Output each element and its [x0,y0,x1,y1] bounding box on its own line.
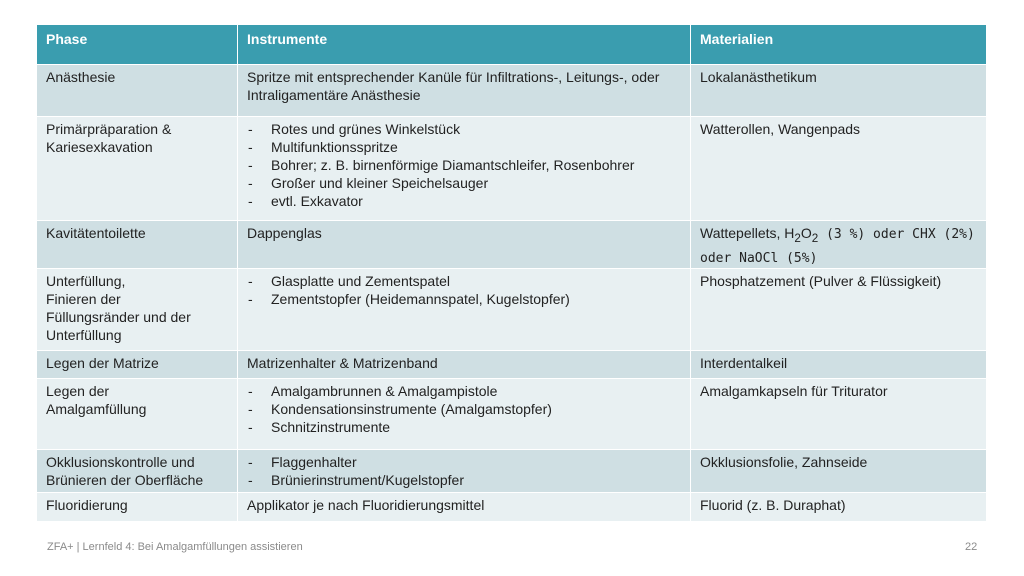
instrumente-cell [238,450,691,493]
instrumente-cell: Applikator je nach Fluoridierungsmittel [238,493,691,522]
phase-line: Füllungsränder und der [46,308,191,325]
table-header-row [37,25,986,65]
table-row [37,450,986,493]
footer-title: ZFA+ | Lernfeld 4: Bei Amalgamfüllungen assistieren [47,541,303,553]
header-materialien: Materialien [691,25,986,65]
materialien-cell: Amalgamkapseln für Triturator [691,379,986,450]
instrument-list [247,272,681,308]
table-row [37,269,986,351]
instrumente-cell [238,379,691,450]
phase-table [37,25,986,522]
materialien-cell: Fluorid (z. B. Duraphat) [691,493,986,522]
phase-cell: Fluoridierung [37,493,238,522]
materialien-cell: Okklusionsfolie, Zahnseide [691,450,986,493]
list-item: - Großer und kleiner Speichelsauger [247,174,681,192]
phase-line: Finieren der [46,290,121,307]
instrument-list [247,382,681,436]
list-item: - Glasplatte und Zementspatel [247,272,681,290]
phase-line: Unterfüllung, [46,272,126,289]
instrumente-cell: Dappenglas [238,221,691,269]
list-item: - Amalgambrunnen & Amalgampistole [247,382,681,400]
list-item: - Zementstopfer (Heidemannspatel, Kugelstopfer) [247,290,681,308]
instrument-list [247,453,681,489]
list-item: - Schnitzinstrumente [247,418,681,436]
table-row [37,65,986,117]
phase-cell: Kavitätentoilette [37,221,238,269]
instrumente-cell: Matrizenhalter & Matrizenband [238,351,691,379]
materialien-cell [691,221,986,269]
phase-cell [37,379,238,450]
phase-line: Legen der [46,382,110,399]
subscript: 2 [811,231,819,245]
table-row [37,493,986,522]
phase-line: Brünieren der Oberfläche [46,471,204,488]
header-phase: Phase [37,25,238,65]
table-row [37,351,986,379]
phase-cell [37,450,238,493]
materialien-text-c: (3 %) oder CHX (2%) oder NaOCl (5%) [700,227,975,266]
materialien-text-a: Wattepellets, H [700,225,795,241]
phase-line: Unterfüllung [46,326,122,343]
phase-text: Primärpräparation & Kariesexkavation [46,121,172,155]
list-item: - Bohrer; z. B. birnenförmige Diamantschleifer, Rosenbohrer [247,156,681,174]
table-row [37,379,986,450]
list-item: - Flaggenhalter [247,453,681,471]
phase-cell: Legen der Matrize [37,351,238,379]
list-item: - Kondensationsinstrumente (Amalgamstopfer) [247,400,681,418]
materialien-text-b: O [800,225,812,241]
list-item: - Brünierinstrument/Kugelstopfer [247,471,681,489]
phase-line: Okklusionskontrolle und [46,453,195,470]
instrumente-cell: Spritze mit entsprechender Kanüle für Infiltrations-, Leitungs-, oder Intraligamentäre Anästhesie [238,65,691,117]
page-number: 22 [965,541,978,553]
materialien-cell: Watterollen, Wangenpads [691,117,986,221]
phase-cell [37,269,238,351]
table-row [37,117,986,221]
table-row [37,221,986,269]
phase-cell [37,117,238,221]
instrument-list [247,120,681,210]
phase-cell: Anästhesie [37,65,238,117]
instrumente-cell [238,269,691,351]
subscript: 2 [794,231,801,245]
list-item: - evtl. Exkavator [247,192,681,210]
phase-line: Amalgamfüllung [46,400,147,417]
materialien-cell: Phosphatzement (Pulver & Flüssigkeit) [691,269,986,351]
materialien-cell: Lokalanästhetikum [691,65,986,117]
materialien-cell: Interdentalkeil [691,351,986,379]
instrumente-cell [238,117,691,221]
list-item: - Rotes und grünes Winkelstück [247,120,681,138]
header-instrumente: Instrumente [238,25,691,65]
list-item: - Multifunktionsspritze [247,138,681,156]
